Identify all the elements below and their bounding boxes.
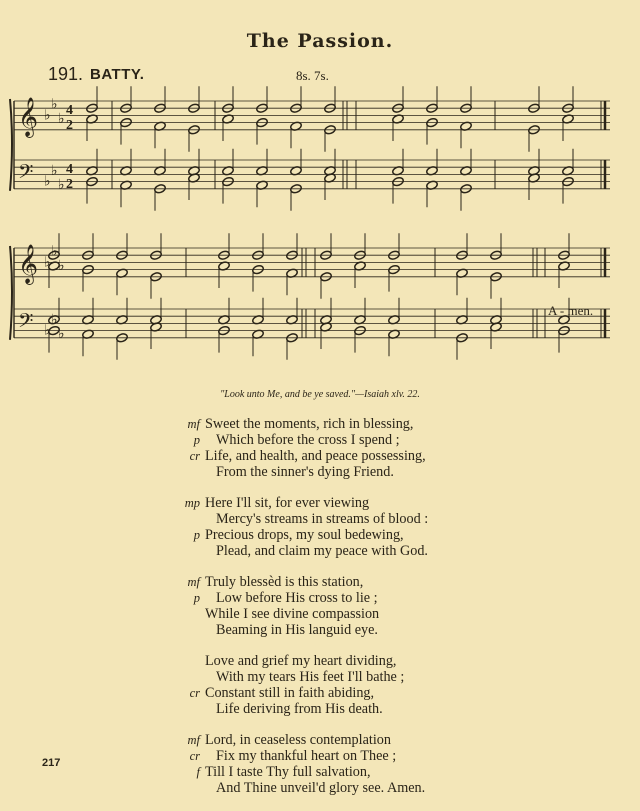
verse-line xyxy=(0,732,640,748)
verse-line-text: With my tears His feet I'll bathe ; xyxy=(216,669,405,685)
verse-3 xyxy=(0,574,640,638)
verse-line xyxy=(0,748,640,764)
page-number: 217 xyxy=(42,757,61,769)
dynamic-marking: mp xyxy=(184,496,200,510)
verse-line-text: Here I'll sit, for ever viewing xyxy=(205,495,370,511)
dynamic-marking: cr xyxy=(189,449,200,463)
verse-line-text: Plead, and claim my peace with God. xyxy=(216,543,428,559)
verse-line xyxy=(0,464,640,480)
hymn-text xyxy=(0,416,640,811)
flat-sign: ♭ xyxy=(58,111,65,127)
verse-line-text: Sweet the moments, rich in blessing, xyxy=(205,416,414,432)
dynamic-marking: p xyxy=(193,528,200,542)
dynamic-marking: mf xyxy=(187,733,200,747)
dynamic-marking: mf xyxy=(187,575,200,589)
time-signature: 2 xyxy=(66,118,73,133)
verse-line xyxy=(0,685,640,701)
verse-1 xyxy=(0,416,640,480)
verse-line xyxy=(0,653,640,669)
verse-line xyxy=(0,448,640,464)
tune-name: BATTY. xyxy=(90,66,145,83)
flat-sign: ♭ xyxy=(51,162,58,179)
bass-clef: 𝄢 xyxy=(18,309,34,337)
verse-line-text: Life deriving from His death. xyxy=(216,701,383,717)
dynamic-marking: p xyxy=(193,591,200,605)
verse-line-text: Which before the cross I spend ; xyxy=(216,432,400,448)
verse-line xyxy=(0,416,640,432)
verse-4 xyxy=(0,653,640,717)
flat-sign: ♭ xyxy=(51,243,58,260)
verse-line xyxy=(0,606,640,622)
verse-line xyxy=(0,780,640,796)
flat-sign: ♭ xyxy=(44,254,51,271)
bass-clef: 𝄢 xyxy=(18,160,34,188)
flat-sign: ♭ xyxy=(44,322,51,339)
flat-sign: ♭ xyxy=(58,326,65,343)
verse-line xyxy=(0,432,640,448)
amen-lyric: A - men. xyxy=(548,303,594,318)
verse-line xyxy=(0,701,640,717)
time-signature: 4 xyxy=(66,103,73,118)
verse-line-text: Fix my thankful heart on Thee ; xyxy=(216,748,397,764)
flat-sign: ♭ xyxy=(51,96,58,113)
verse-line xyxy=(0,622,640,638)
verse-5 xyxy=(0,732,640,796)
flat-sign: ♭ xyxy=(58,177,65,194)
verse-line-text: Mercy's streams in streams of blood : xyxy=(216,511,429,527)
dynamic-marking: mf xyxy=(187,417,200,431)
dynamic-marking: cr xyxy=(189,686,200,700)
verse-line xyxy=(0,543,640,559)
verse-2 xyxy=(0,495,640,559)
flat-sign: ♭ xyxy=(51,311,58,328)
verse-line-text: Beaming in His languid eye. xyxy=(216,622,378,638)
verse-line xyxy=(0,574,640,590)
time-signature: 2 xyxy=(66,177,73,192)
verse-line xyxy=(0,527,640,543)
dynamic-marking: p xyxy=(193,433,200,447)
verse-line-text: Truly blessèd is this station, xyxy=(205,574,364,590)
brace xyxy=(10,246,12,340)
verse-line xyxy=(0,511,640,527)
brace xyxy=(10,99,12,191)
verse-line-text: Life, and health, and peace possessing, xyxy=(205,448,426,464)
verse-line-text: Constant still in faith abiding, xyxy=(205,685,375,701)
verse-line-text: Till I taste Thy full salvation, xyxy=(205,764,371,780)
treble-clef: 𝄞 xyxy=(18,97,39,137)
flat-sign: ♭ xyxy=(44,107,51,124)
verse-line-text: From the sinner's dying Friend. xyxy=(216,464,394,480)
running-title: The Passion. xyxy=(246,30,394,52)
verse-line-text: While I see divine compassion xyxy=(205,606,380,622)
verse-line-text: Love and grief my heart dividing, xyxy=(205,653,397,669)
meter: 8s. 7s. xyxy=(296,68,329,83)
verse-line-text: Lord, in ceaseless contemplation xyxy=(205,732,391,748)
verse-line xyxy=(0,495,640,511)
treble-clef: 𝄞 xyxy=(18,244,39,284)
flat-sign: ♭ xyxy=(44,173,51,190)
verse-line-text: Precious drops, my soul bedewing, xyxy=(205,527,404,543)
dynamic-marking: f xyxy=(196,765,200,779)
music-score xyxy=(0,80,640,370)
time-signature: 4 xyxy=(66,162,73,177)
hymn-number: 191. xyxy=(48,64,84,84)
flat-sign: ♭ xyxy=(58,258,65,274)
epigraph: "Look unto Me, and be ye saved."—Isaiah xlv. 22. xyxy=(220,389,420,400)
dynamic-marking: cr xyxy=(189,749,200,763)
verse-line-text: Low before His cross to lie ; xyxy=(216,590,378,606)
verse-line xyxy=(0,669,640,685)
verse-line xyxy=(0,764,640,780)
verse-line xyxy=(0,590,640,606)
verse-line-text: And Thine unveil'd glory see. Amen. xyxy=(216,780,426,796)
